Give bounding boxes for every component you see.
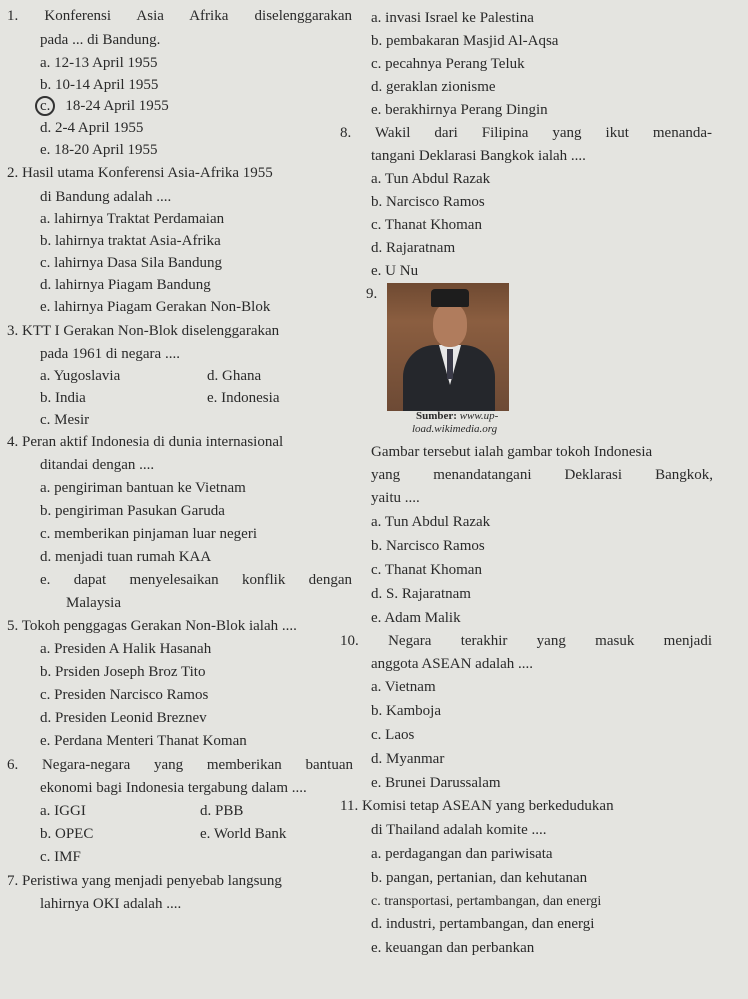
option-7d: d. geraklan zionisme	[371, 79, 496, 95]
option-9d: d. S. Rajaratnam	[371, 586, 471, 602]
option-7b: b. pembakaran Masjid Al-Aqsa	[371, 33, 559, 49]
question-3-line-1: 3. KTT I Gerakan Non-Blok diselenggarakan	[7, 323, 280, 339]
option-1e: e. 18-20 April 1955	[40, 142, 158, 158]
option-5c: c. Presiden Narcisco Ramos	[40, 687, 209, 703]
option-5d: d. Presiden Leonid Breznev	[40, 710, 207, 726]
option-4c: c. memberikan pinjaman luar negeri	[40, 526, 257, 542]
question-10-line-1: 10. Negara terakhir yang masuk menjadi	[340, 633, 712, 649]
question-1-line-1: 1. Konferensi Asia Afrika diselenggarakan	[7, 8, 352, 24]
option-1a: a. 12-13 April 1955	[40, 55, 158, 71]
option-10c: c. Laos	[371, 727, 415, 743]
option-10a: a. Vietnam	[371, 679, 436, 695]
question-5-line-1: 5. Tokoh penggagas Gerakan Non-Blok ialah ....	[7, 618, 297, 634]
question-3-line-2: pada 1961 di negara ....	[40, 346, 180, 362]
question-10-line-2: anggota ASEAN adalah ....	[371, 656, 534, 672]
question-9-number: 9.	[366, 286, 378, 302]
option-5e: e. Perdana Menteri Thanat Koman	[40, 733, 247, 749]
option-11c: c. transportasi, pertambangan, dan energi	[371, 894, 602, 909]
question-4-line-1: 4. Peran aktif Indonesia di dunia internasional	[7, 434, 284, 450]
option-8e: e. U Nu	[371, 263, 419, 279]
option-4b: b. pengiriman Pasukan Garuda	[40, 503, 225, 519]
option-9c: c. Thanat Khoman	[371, 562, 482, 578]
portrait-photo	[387, 283, 509, 411]
option-8b: b. Narcisco Ramos	[371, 194, 485, 210]
option-4a: a. pengiriman bantuan ke Vietnam	[40, 480, 246, 496]
option-2e: e. lahirnya Piagam Gerakan Non-Blok	[40, 299, 271, 315]
option-10b: b. Kamboja	[371, 703, 441, 719]
option-3a: a. Yugoslavia	[40, 368, 121, 384]
option-2c: c. lahirnya Dasa Sila Bandung	[40, 255, 223, 271]
option-1c: c. 18-24 April 1955	[40, 98, 169, 115]
option-6a: a. IGGI	[40, 803, 86, 819]
option-7a: a. invasi Israel ke Palestina	[371, 10, 534, 26]
question-1-line-2: pada ... di Bandung.	[40, 32, 161, 48]
option-5b: b. Prsiden Joseph Broz Tito	[40, 664, 206, 680]
option-11d: d. industri, pertambangan, dan energi	[371, 916, 595, 932]
option-8c: c. Thanat Khoman	[371, 217, 482, 233]
option-3c: c. Mesir	[40, 412, 90, 428]
option-10d: d. Myanmar	[371, 751, 445, 767]
question-9-line-1: Gambar tersebut ialah gambar tokoh Indonesia	[371, 444, 653, 460]
option-6e: e. World Bank	[200, 826, 287, 842]
option-2a: a. lahirnya Traktat Perdamaian	[40, 211, 225, 227]
question-8-line-1: 8. Wakil dari Filipina yang ikut menanda-	[340, 125, 712, 141]
option-8a: a. Tun Abdul Razak	[371, 171, 491, 187]
option-11a: a. perdagangan dan pariwisata	[371, 846, 553, 862]
option-3e: e. Indonesia	[207, 390, 280, 406]
option-1b: b. 10-14 April 1955	[40, 77, 159, 93]
option-10e: e. Brunei Darussalam	[371, 775, 501, 791]
option-4d: d. menjadi tuan rumah KAA	[40, 549, 212, 565]
photo-source-caption: Sumber: www.up-	[416, 410, 499, 422]
question-9-line-2: yang menandatangani Deklarasi Bangkok,	[371, 467, 713, 483]
question-4-line-2: ditandai dengan ....	[40, 457, 155, 473]
option-5a: a. Presiden A Halik Hasanah	[40, 641, 212, 657]
option-11e: e. keuangan dan perbankan	[371, 940, 535, 956]
question-7-line-1: 7. Peristiwa yang menjadi penyebab langsung	[7, 873, 282, 889]
option-9b: b. Narcisco Ramos	[371, 538, 485, 554]
question-11-line-2: di Thailand adalah komite ....	[371, 822, 547, 838]
question-9-line-3: yaitu ....	[371, 490, 420, 506]
option-8d: d. Rajaratnam	[371, 240, 456, 256]
question-8-line-2: tangani Deklarasi Bangkok ialah ....	[371, 148, 586, 164]
option-4e: e. dapat menyelesaikan konflik dengan	[40, 572, 352, 588]
photo-source-caption-line-2: load.wikimedia.org	[412, 423, 498, 435]
option-4e-line-2: Malaysia	[66, 595, 121, 611]
option-3d: d. Ghana	[207, 368, 262, 384]
option-3b: b. India	[40, 390, 86, 406]
option-7c: c. pecahnya Perang Teluk	[371, 56, 525, 72]
option-9a: a. Tun Abdul Razak	[371, 514, 491, 530]
option-1d: d. 2-4 April 1955	[40, 120, 144, 136]
question-2-line-2: di Bandung adalah ....	[40, 189, 172, 205]
question-2-line-1: 2. Hasil utama Konferensi Asia-Afrika 1955	[7, 165, 273, 181]
option-2b: b. lahirnya traktat Asia-Afrika	[40, 233, 221, 249]
option-9e: e. Adam Malik	[371, 610, 461, 626]
option-2d: d. lahirnya Piagam Bandung	[40, 277, 211, 293]
question-7-line-2: lahirnya OKI adalah ....	[40, 896, 182, 912]
question-6-line-2: ekonomi bagi Indonesia tergabung dalam ....	[40, 780, 307, 796]
answer-circle-mark: c.	[40, 98, 50, 115]
option-6d: d. PBB	[200, 803, 244, 819]
question-6-line-1: 6. Negara-negara yang memberikan bantuan	[7, 757, 353, 773]
option-11b: b. pangan, pertanian, dan kehutanan	[371, 870, 588, 886]
question-11-line-1: 11. Komisi tetap ASEAN yang berkedudukan	[340, 798, 614, 814]
option-6c: c. IMF	[40, 849, 81, 865]
option-7e: e. berakhirnya Perang Dingin	[371, 102, 548, 118]
option-6b: b. OPEC	[40, 826, 94, 842]
